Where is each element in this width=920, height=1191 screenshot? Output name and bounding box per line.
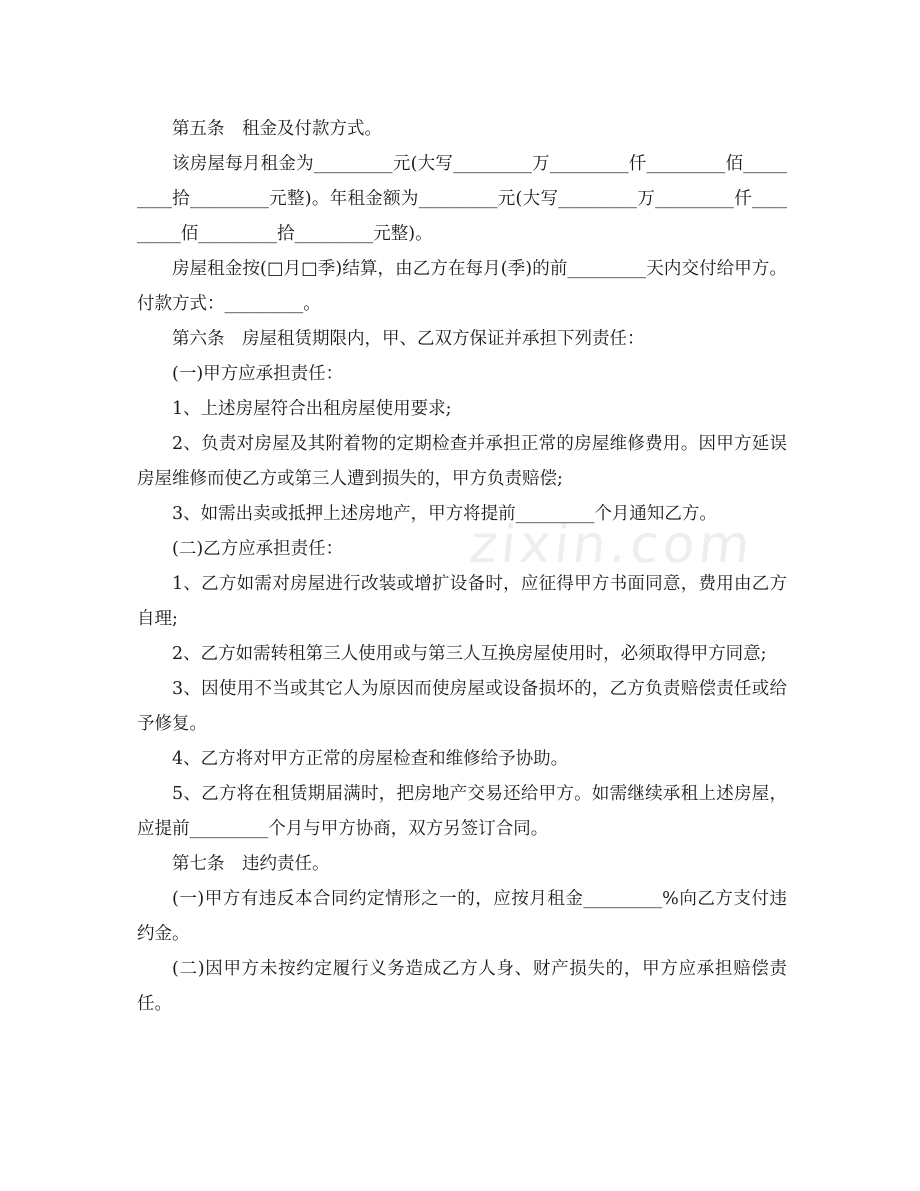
article-5-heading: 第五条 租金及付款方式。 [172,119,382,139]
document-body [137,112,787,1022]
party-a-duties-heading: (一)甲方应承担责任： [172,364,344,384]
rent-amount-clause: 该房屋每月租金为_________元(大写_________万_________仟_________佰_________拾_________元整)。年租金额为_________元(大写_________万_________仟_________佰_________拾_________元整)。 [137,154,787,244]
rent-payment-clause: 房屋租金按(□月□季)结算，由乙方在每月(季)的前_________天内交付给甲方。付款方式：_________。 [137,259,787,314]
article-6-heading: 第六条 房屋租赁期限内，甲、乙双方保证并承担下列责任： [172,329,645,349]
breach-clause-2: (二)因甲方未按约定履行义务造成乙方人身、财产损失的，甲方应承担赔偿责任。 [137,959,787,1014]
watermark: zixin.com [466,515,757,575]
party-b-duty-2: 2、乙方如需转租第三人使用或与第三人互换房屋使用时，必须取得甲方同意; [172,644,767,664]
party-b-duty-4: 4、乙方将对甲方正常的房屋检查和维修给予协助。 [172,749,569,769]
party-a-duty-2: 2、负责对房屋及其附着物的定期检查并承担正常的房屋维修费用。因甲方延误房屋维修而使乙方或第三人遭到损失的，甲方负责赔偿; [137,434,787,489]
article-7-heading: 第七条 违约责任。 [172,854,330,874]
party-b-duties-heading: (二)乙方应承担责任： [172,539,344,559]
party-b-duty-3: 3、因使用不当或其它人为原因而使房屋或设备损坏的，乙方负责赔偿责任或给予修复。 [137,679,787,734]
party-a-duty-1: 1、上述房屋符合出租房屋使用要求; [172,399,452,419]
party-b-duty-1: 1、乙方如需对房屋进行改装或增扩设备时，应征得甲方书面同意，费用由乙方自理; [137,574,787,629]
party-b-duty-5: 5、乙方将在租赁期届满时，把房地产交易还给甲方。如需继续承租上述房屋，应提前_________个月与甲方协商，双方另签订合同。 [137,784,787,839]
breach-clause-1: (一)甲方有违反本合同约定情形之一的，应按月租金_________%向乙方支付违约金。 [137,889,787,944]
party-a-duty-3: 3、如需出卖或抵押上述房地产，甲方将提前_________个月通知乙方。 [172,504,717,524]
